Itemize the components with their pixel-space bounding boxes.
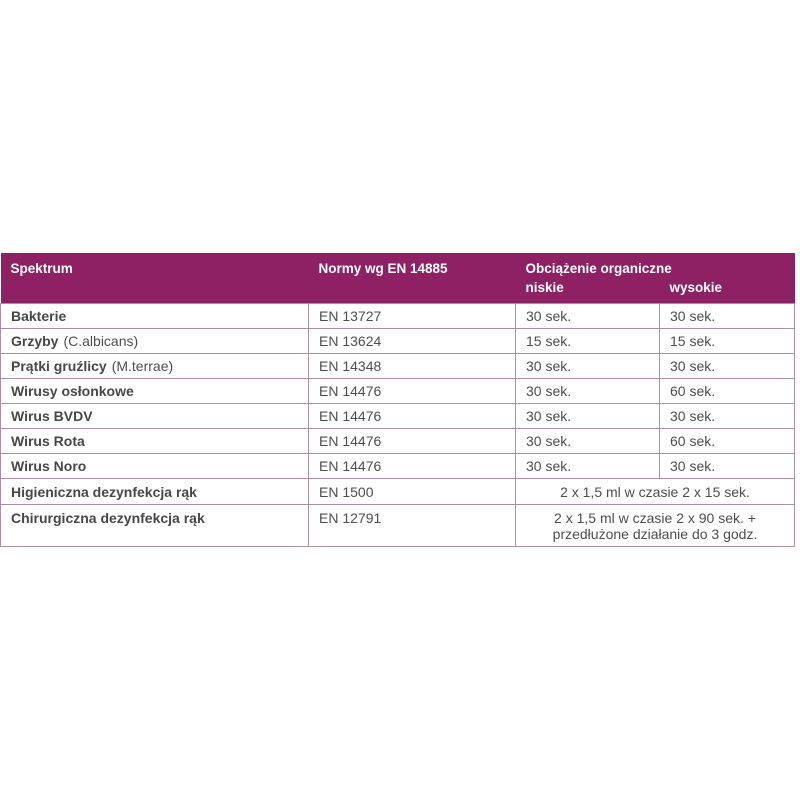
norm-cell: EN 14476	[309, 454, 516, 479]
high-load-cell: 30 sek.	[660, 354, 795, 379]
spectrum-label: Wirus Rota	[11, 433, 85, 449]
header-empty-2	[309, 278, 516, 304]
spectrum-label: Higieniczna dezynfekcja rąk	[11, 484, 197, 500]
disinfection-spectrum-table	[0, 253, 795, 547]
low-load-cell: 30 sek.	[516, 354, 660, 379]
high-load-cell: 30 sek.	[660, 304, 795, 329]
header-row-1	[1, 253, 795, 278]
spectrum-label: Wirus BVDV	[11, 408, 93, 424]
norm-cell: EN 13727	[309, 304, 516, 329]
high-load-cell: 15 sek.	[660, 329, 795, 354]
spectrum-cell	[1, 505, 309, 547]
table-row-merged	[1, 505, 795, 547]
spectrum-cell	[1, 454, 309, 479]
header-normy: Normy wg EN 14885	[309, 253, 516, 278]
table-row	[1, 454, 795, 479]
norm-cell: EN 1500	[309, 479, 516, 505]
spectrum-note: (M.terrae)	[111, 358, 174, 374]
low-load-cell: 15 sek.	[516, 329, 660, 354]
norm-cell: EN 14476	[309, 379, 516, 404]
table-row	[1, 354, 795, 379]
header-obciazenie: Obciążenie organiczne	[516, 253, 795, 278]
spectrum-cell	[1, 479, 309, 505]
table-row	[1, 404, 795, 429]
norm-cell: EN 14476	[309, 429, 516, 454]
spectrum-cell	[1, 304, 309, 329]
norm-cell: EN 12791	[309, 505, 516, 547]
header-spektrum: Spektrum	[1, 253, 309, 278]
dosage-cell: 2 x 1,5 ml w czasie 2 x 90 sek. + przedłużone działanie do 3 godz.	[516, 505, 795, 547]
high-load-cell: 30 sek.	[660, 454, 795, 479]
norm-cell: EN 13624	[309, 329, 516, 354]
table-row-merged	[1, 479, 795, 505]
header-niskie: niskie	[516, 278, 660, 304]
spectrum-label: Bakterie	[11, 308, 67, 324]
spectrum-label: Wirus Noro	[11, 458, 87, 474]
table-row	[1, 304, 795, 329]
low-load-cell: 30 sek.	[516, 429, 660, 454]
norm-cell: EN 14348	[309, 354, 516, 379]
spectrum-label: Wirusy osłonkowe	[11, 383, 134, 399]
header-row-2	[1, 278, 795, 304]
high-load-cell: 60 sek.	[660, 379, 795, 404]
header-empty-1	[1, 278, 309, 304]
spectrum-cell	[1, 354, 309, 379]
spectrum-label: Grzyby	[11, 333, 59, 349]
table-header	[1, 253, 795, 304]
spectrum-cell	[1, 379, 309, 404]
table-body	[1, 304, 795, 547]
low-load-cell: 30 sek.	[516, 404, 660, 429]
dosage-cell: 2 x 1,5 ml w czasie 2 x 15 sek.	[516, 479, 795, 505]
spectrum-label: Chirurgiczna dezynfekcja rąk	[11, 510, 205, 526]
low-load-cell: 30 sek.	[516, 379, 660, 404]
header-wysokie: wysokie	[660, 278, 795, 304]
spectrum-note: (C.albicans)	[63, 333, 139, 349]
norm-cell: EN 14476	[309, 404, 516, 429]
spectrum-cell	[1, 329, 309, 354]
disinfection-spectrum-table-wrap	[0, 253, 795, 547]
table-row	[1, 329, 795, 354]
table-row	[1, 379, 795, 404]
spectrum-cell	[1, 404, 309, 429]
spectrum-label: Prątki gruźlicy	[11, 358, 107, 374]
high-load-cell: 60 sek.	[660, 429, 795, 454]
high-load-cell: 30 sek.	[660, 404, 795, 429]
spectrum-cell	[1, 429, 309, 454]
table-row	[1, 429, 795, 454]
low-load-cell: 30 sek.	[516, 454, 660, 479]
low-load-cell: 30 sek.	[516, 304, 660, 329]
